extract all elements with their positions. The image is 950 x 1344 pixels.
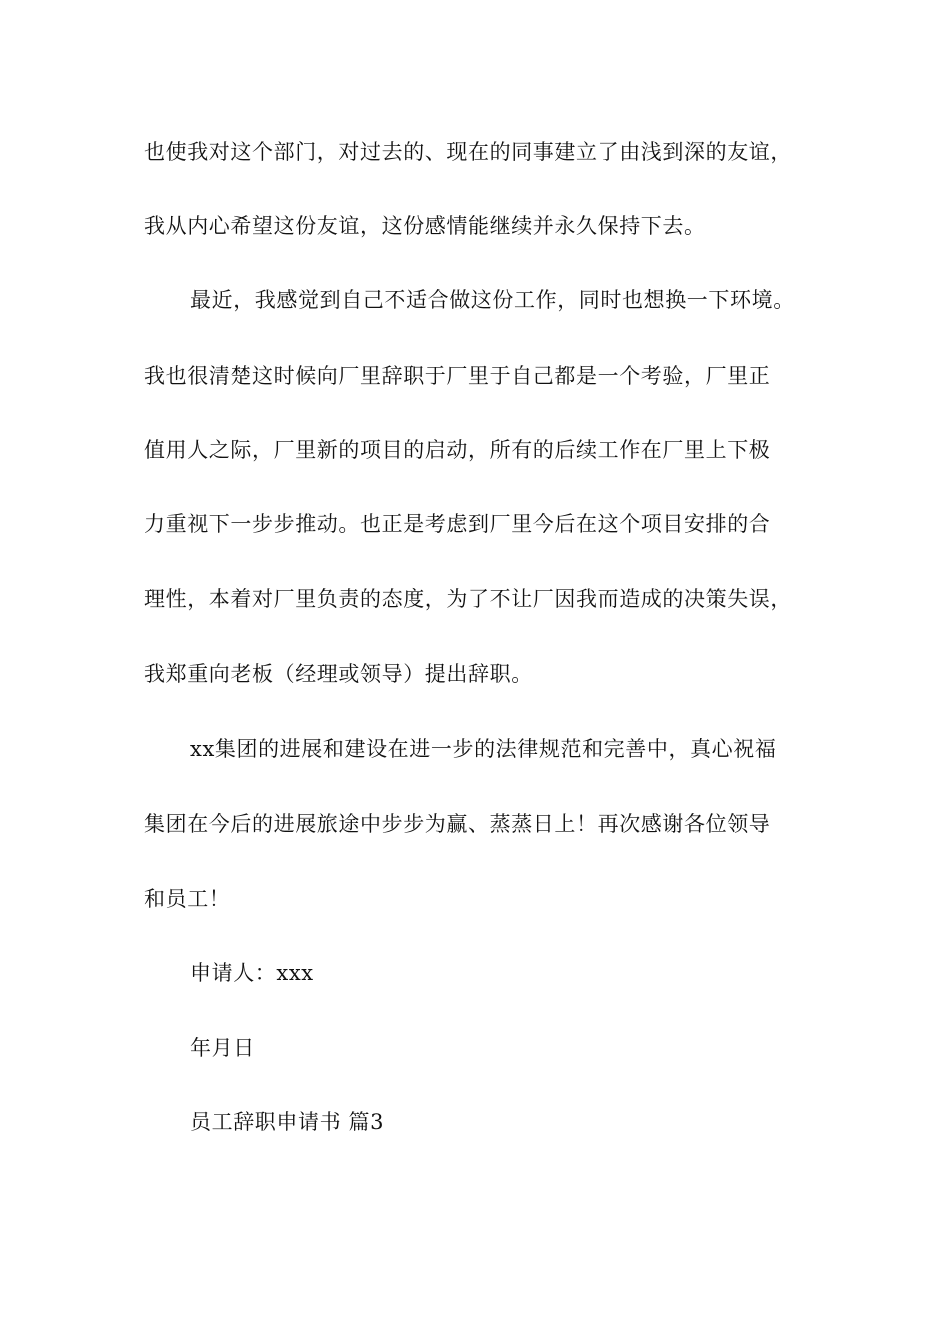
date-line: 年月日 <box>190 1036 255 1060</box>
paragraph-line: 我郑重向老板（经理或领导）提出辞职。 <box>144 662 533 686</box>
paragraph-line: 和员工！ <box>144 887 231 911</box>
paragraph-line: 我从内心希望这份友谊，这份感情能继续并永久保持下去。 <box>144 214 706 238</box>
applicant-line: 申请人：xxx <box>190 961 314 985</box>
paragraph-line: 值用人之际，厂里新的项目的启动，所有的后续工作在厂里上下极 <box>144 438 771 462</box>
paragraph-line: 最近，我感觉到自己不适合做这份工作，同时也想换一下环境。 <box>190 288 795 312</box>
paragraph-line: 理性，本着对厂里负责的态度，为了不让厂因我而造成的决策失误， <box>144 587 792 611</box>
paragraph-line: 我也很清楚这时候向厂里辞职于厂里于自己都是一个考验，厂里正 <box>144 364 771 388</box>
paragraph-line: 集团在今后的进展旅途中步步为赢、蒸蒸日上！再次感谢各位领导 <box>144 812 771 836</box>
section-heading: 员工辞职申请书 篇3 <box>190 1110 385 1134</box>
paragraph-line: xx集团的进展和建设在进一步的法律规范和完善中，真心祝福 <box>190 737 777 761</box>
paragraph-line: 力重视下一步步推动。也正是考虑到厂里今后在这个项目安排的合 <box>144 512 771 536</box>
paragraph-line: 也使我对这个部门，对过去的、现在的同事建立了由浅到深的友谊， <box>144 140 792 164</box>
